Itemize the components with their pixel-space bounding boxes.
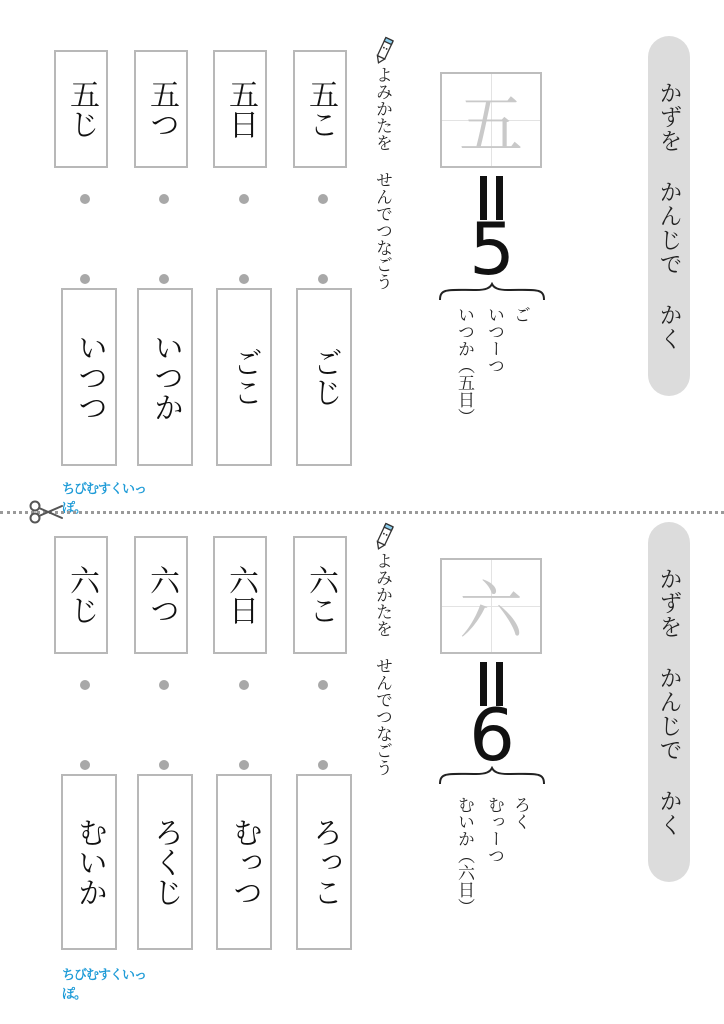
connect-dot[interactable] (239, 680, 249, 690)
connect-dot[interactable] (318, 760, 328, 770)
reading-count: いつーつ (484, 306, 504, 374)
reading-day: いつか（五日） (454, 306, 474, 425)
connect-dot[interactable] (159, 760, 169, 770)
section-title: かずを かんじで かく (648, 522, 690, 882)
worksheet-section-six (0, 490, 724, 1002)
connect-dot[interactable] (80, 760, 90, 770)
kanji-card[interactable]: 六つ (134, 536, 188, 654)
kanji-card[interactable]: 五じ (54, 50, 108, 168)
instruction-text: よみかたを せんでつなごう (372, 552, 392, 776)
connect-dot[interactable] (80, 274, 90, 284)
connect-dot[interactable] (239, 194, 249, 204)
reading-count: むっーつ (484, 796, 504, 864)
kanji-trace-character: 五 (459, 89, 523, 163)
reading-card[interactable]: ごじ (296, 288, 352, 466)
number-digit: 5 (469, 207, 515, 291)
reading-on: ご (510, 306, 530, 323)
curly-brace (436, 282, 548, 304)
connect-dot[interactable] (318, 274, 328, 284)
kanji-card[interactable]: 五つ (134, 50, 188, 168)
reading-card[interactable]: むいか (61, 774, 117, 950)
kanji-tracing-box[interactable] (440, 558, 542, 654)
brand-logo (62, 964, 162, 1002)
connect-dot[interactable] (159, 680, 169, 690)
reading-day: むいか（六日） (454, 796, 474, 915)
readings-list (436, 306, 536, 476)
kanji-card[interactable]: 五日 (213, 50, 267, 168)
reading-on: ろく (510, 796, 530, 830)
connect-dot[interactable] (318, 194, 328, 204)
connect-dot[interactable] (159, 194, 169, 204)
pencil-icon (372, 522, 396, 552)
kanji-trace-character: 六 (459, 575, 523, 649)
reading-card[interactable]: むっつ (216, 774, 272, 950)
connect-dot[interactable] (80, 680, 90, 690)
reading-card[interactable]: ごこ (216, 288, 272, 466)
readings-list (436, 796, 536, 966)
reading-card[interactable]: ろっこ (296, 774, 352, 950)
reading-card[interactable]: いつか (137, 288, 193, 466)
connect-dot[interactable] (80, 194, 90, 204)
instruction-text: よみかたを せんでつなごう (372, 66, 392, 290)
logo-text: ちびむすくいっぽ。 (62, 968, 147, 1002)
kanji-card[interactable]: 六じ (54, 536, 108, 654)
logo-text: ちびむすくいっぽ。 (62, 482, 147, 516)
pencil-icon (372, 36, 396, 66)
kanji-card[interactable]: 六こ (293, 536, 347, 654)
reading-card[interactable]: いつつ (61, 288, 117, 466)
kanji-card[interactable]: 五こ (293, 50, 347, 168)
reading-card[interactable]: ろくじ (137, 774, 193, 950)
connect-dot[interactable] (159, 274, 169, 284)
curly-brace (436, 766, 548, 788)
number-digit: 6 (469, 693, 515, 777)
kanji-card[interactable]: 六日 (213, 536, 267, 654)
connect-dot[interactable] (239, 274, 249, 284)
connect-dot[interactable] (239, 760, 249, 770)
connect-dot[interactable] (318, 680, 328, 690)
section-title: かずを かんじで かく (648, 36, 690, 396)
kanji-tracing-box[interactable] (440, 72, 542, 168)
